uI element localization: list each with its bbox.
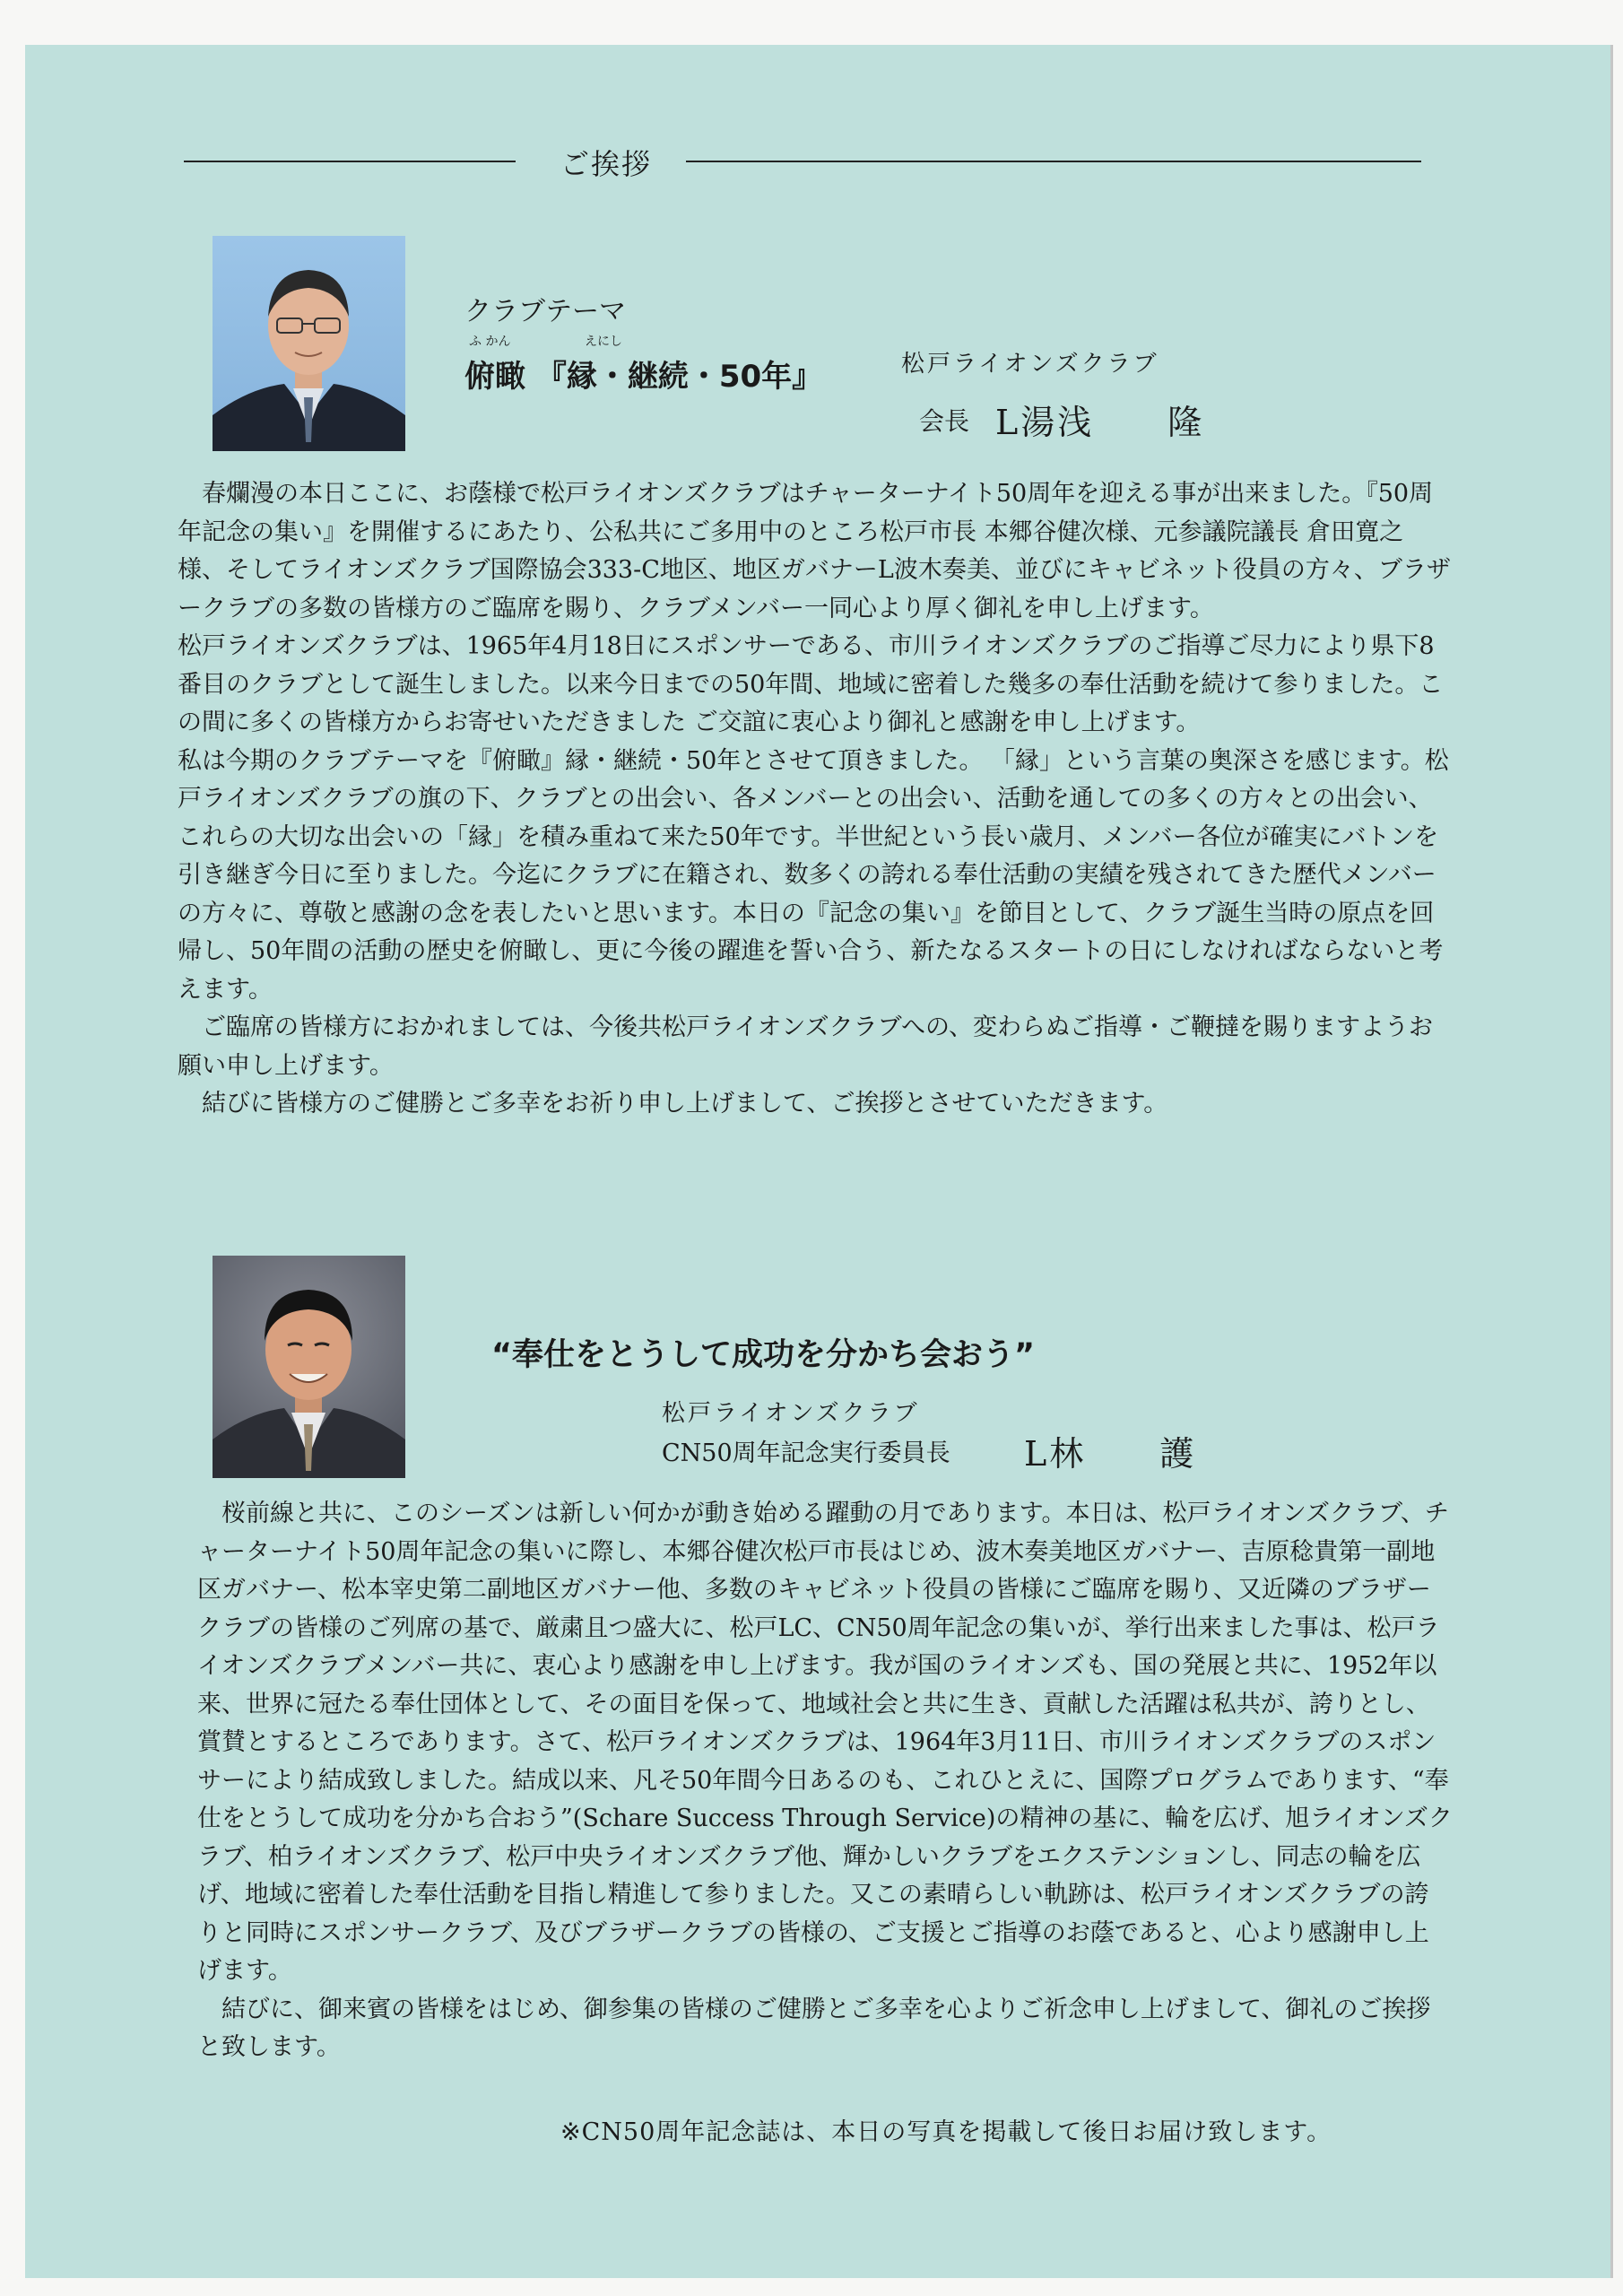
ruby-enishi: えにし bbox=[585, 335, 622, 349]
ruby-fukan: ふ かん bbox=[469, 335, 511, 349]
chairman-name: L林 護 bbox=[1024, 1434, 1197, 1474]
slogan: “奉仕をとうして成功を分かち会おう” bbox=[491, 1337, 1036, 1373]
club-theme-title: 俯瞰 『縁・継続・50年』 bbox=[464, 359, 823, 395]
president-role: 会長 bbox=[919, 406, 970, 436]
header-rule-right bbox=[686, 161, 1421, 162]
club-name-2: 松戸ライオンズクラブ bbox=[662, 1400, 920, 1427]
header-rule-left bbox=[184, 161, 516, 162]
club-theme-label: クラブテーマ bbox=[464, 296, 626, 327]
portrait-icon bbox=[213, 236, 405, 451]
message-paragraph: 結びに皆様方のご健勝とご多幸をお祈り申し上げまして、ご挨拶とさせていただきます。 bbox=[178, 1090, 1168, 1118]
portrait-icon bbox=[213, 1256, 405, 1478]
message-paragraph: 春爛漫の本日ここに、お蔭様で松戸ライオンズクラブはチャーターナイト50周年を迎える事が出来ました。『50周年記念の集い』を開催するにあたり、公私共にご多用中のところ松戸市長 本郷谷健次様、元参議院議長 倉田寛之様、そしてライオンズクラブ国際協会333-C地区、地区ガバナーL波木奏美、並びにキャビネット役員の方々、ブラザークラブの多数の皆様方のご臨席を賜り、クラブメンバー一同心より厚く御礼を申し上げます。 bbox=[178, 480, 1451, 622]
message-paragraph: 松戸ライオンズクラブは、1965年4月18日にスポンサーである、市川ライオンズクラブのご指導ご尽力により県下8番目のクラブとして誕生しました。以来今日までの50年間、地域に密着した幾多の奉仕活動を続けて参りました。この間に多くの皆様方からお寄せいただきました ご交誼に衷心より御礼と感謝を申し上げます。 bbox=[178, 632, 1444, 736]
president-name: L湯浅 隆 bbox=[995, 403, 1205, 442]
message-paragraph: 桜前線と共に、このシーズンは新しい何かが動き始める躍動の月であります。本日は、松戸ライオンズクラブ、チャーターナイト50周年記念の集いに際し、本郷谷健次松戸市長はじめ、波木奏美地区ガバナー、吉原稔貴第一副地区ガバナー、松本宰史第二副地区ガバナー他、多数のキャビネット役員の皆様にご臨席を賜り、又近隣のブラザークラブの皆様のご列席の基で、厳粛且つ盛大に、松戸LC、CN50周年記念の集いが、挙行出来ました事は、松戸ライオンズクラブメンバー共に、衷心より感謝を申し上げます。我が国のライオンズも、国の発展と共に、1952年以来、世界に冠たる奉仕団体として、その面目を保って、地域社会と共に生き、貢献した活躍は私共が、誇りとし、賞賛とするところであります。さて、松戸ライオンズクラブは、1964年3月11日、市川ライオンズクラブのスポンサーにより結成致しました。結成以来、凡そ50年間今日あるのも、これひとえに、国際プログラムであります、“奉仕をとうして成功を分かち合おう”(Schare Success Through Service)の精神の基に、輪を広げ、旭ライオンズクラブ、柏ライオンズクラブ、松戸中央ライオンズクラブ他、輝かしいクラブをエクステンションし、同志の輪を広げ、地域に密着した奉仕活動を目指し精進して参りました。又この素晴らしい軌跡は、松戸ライオンズクラブの誇りと同時にスポンサークラブ、及びブラザークラブの皆様の、ご支援とご指導のお蔭であると、心より感謝申し上げます。 bbox=[197, 1500, 1453, 1985]
message-paragraph: 結びに、御来賓の皆様をはじめ、御参集の皆様のご健勝とご多幸を心よりご祈念申し上げまして、御礼のご挨拶と致します。 bbox=[197, 1995, 1431, 2061]
message-paragraph: ご臨席の皆様方におかれましては、今後共松戸ライオンズクラブへの、変わらぬご指導・ご鞭撻を賜りますようお願い申し上げます。 bbox=[178, 1013, 1433, 1080]
header-title: ご挨拶 bbox=[560, 147, 653, 181]
section-header bbox=[184, 135, 1421, 188]
chairman-photo bbox=[213, 1256, 405, 1478]
club-name: 松戸ライオンズクラブ bbox=[901, 351, 1159, 378]
president-photo bbox=[213, 236, 405, 451]
president-message bbox=[178, 475, 1451, 1124]
chairman-role: CN50周年記念実行委員長 bbox=[662, 1439, 950, 1467]
footnote: ※CN50周年記念誌は、本日の写真を掲載して後日お届け致します。 bbox=[560, 2118, 1332, 2146]
chairman-message bbox=[197, 1495, 1453, 2067]
message-paragraph: 私は今期のクラブテーマを『俯瞰』縁・継続・50年とさせて頂きました。 「縁」という言葉の奥深さを感じます。松戸ライオンズクラブの旗の下、クラブとの出会い、各メンバーとの出会い、活動を通しての多くの方々との出会い、これらの大切な出会いの「縁」を積み重ねて来た50年です。半世紀という長い歳月、メンバー各位が確実にバトンを引き継ぎ今日に至りました。今迄にクラブに在籍され、数多くの誇れる奉仕活動の実績を残されてきた歴代メンバーの方々に、尊敬と感謝の念を表したいと思います。本日の『記念の集い』を節目として、クラブ誕生当時の原点を回帰し、50年間の活動の歴史を俯瞰し、更に今後の躍進を誓い合う、新たなるスタートの日にしなければならないと考えます。 bbox=[178, 746, 1449, 1004]
